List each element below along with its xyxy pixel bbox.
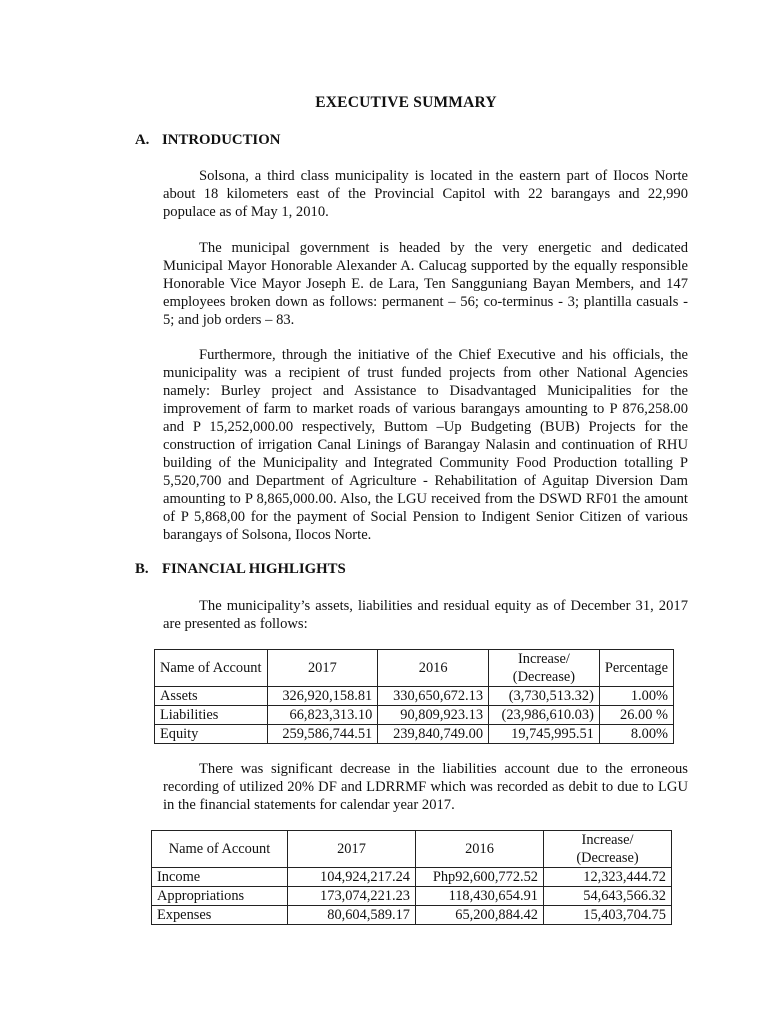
table-cell: 65,200,884.42 [416,906,544,925]
table-header-cell: Percentage [599,650,673,687]
table-cell: Appropriations [152,887,288,906]
table-cell: 326,920,158.81 [267,687,378,706]
table-header-cell: 2016 [378,650,489,687]
intro-paragraph-2: The municipal government is headed by the very energetic and dedicated Municipal Mayor Honorable Alexander A. Calucag supported by the equally responsible Honorable Vice Mayor Joseph E. de Lara, Ten Sangguniang Bayan Members, and 147 employees broken down as follows: permanent – 56; co-terminus - 3; plantilla casuals - 5; and job orders – 83. [163,240,688,328]
table-row [152,868,672,887]
table-header-cell: 2016 [416,831,544,868]
table-cell: Php92,600,772.52 [416,868,544,887]
table-cell: Income [152,868,288,887]
intro-paragraph-1: Solsona, a third class municipality is located in the eastern part of Ilocos Norte about 18 kilometers east of the Provincial Capitol with 22 barangays and 22,990 populace as of May 1, 2010. [163,168,688,220]
table-cell: Equity [155,725,268,744]
table-row [152,887,672,906]
table-cell: 104,924,217.24 [288,868,416,887]
page-title: EXECUTIVE SUMMARY [315,94,497,111]
table-cell: 330,650,672.13 [378,687,489,706]
liabilities-note-paragraph: There was significant decrease in the liabilities account due to the erroneous recording of utilized 20% DF and LDRRMF which was recorded as debit to due to LGU in the financial statements for calendar year 2017. [163,761,688,813]
section-b-letter: B. [135,561,149,577]
table-cell: 90,809,923.13 [378,706,489,725]
table-row [152,906,672,925]
table-cell: Liabilities [155,706,268,725]
section-a-title: INTRODUCTION [162,132,281,148]
table-cell: 259,586,744.51 [267,725,378,744]
table-header-cell: Name of Account [155,650,268,687]
table-cell: 66,823,313.10 [267,706,378,725]
section-b-title: FINANCIAL HIGHLIGHTS [162,561,346,577]
table-row [155,687,674,706]
table-cell: 15,403,704.75 [544,906,672,925]
table-cell: 26.00 % [599,706,673,725]
table-header-cell: Increase/ (Decrease) [544,831,672,868]
financial-intro-paragraph: The municipality’s assets, liabilities and residual equity as of December 31, 2017 are presented as follows: [163,598,688,632]
table-cell: 19,745,995.51 [489,725,600,744]
table-cell: Expenses [152,906,288,925]
table-cell: 8.00% [599,725,673,744]
table-header-cell: 2017 [288,831,416,868]
table-header-cell: 2017 [267,650,378,687]
intro-paragraph-3: Furthermore, through the initiative of the Chief Executive and his officials, the municipality was a recipient of trust funded projects from other National Agencies namely: Burley project and Assistance to Disadvantaged Municipalities for the improvement of farm to market roads of various barangays amounting to P 876,258.00 and P 15,252,000.00 respectively, Buttom –Up Budgeting (BUB) Projects for the construction of irrigation Canal Linings of Barangay Nalasin and continuation of RHU building of the Municipality and Integrated Community Food Production totalling P 5,520,700 and Department of Agriculture - Rehabilitation of Aguitap Diversion Dam amounting to P 8,865,000.00. Also, the LGU received from the DSWD RF01 the amount of P 5,868,00 for the payment of Social Pension to Indigent Senior Citizen of various barangays of Solsona, Ilocos Norte. [163,347,688,543]
table-cell: 239,840,749.00 [378,725,489,744]
table-cell: 12,323,444.72 [544,868,672,887]
table-row [155,725,674,744]
table-cell: 80,604,589.17 [288,906,416,925]
section-a-heading [135,132,280,149]
section-a-letter: A. [135,132,150,148]
table-header-cell: Increase/ (Decrease) [489,650,600,687]
table-cell: 54,643,566.32 [544,887,672,906]
table-cell: Assets [155,687,268,706]
table-row [155,706,674,725]
table-header-row [155,650,674,687]
table-cell: (3,730,513.32) [489,687,600,706]
income-expense-table [151,830,672,925]
table-cell: (23,986,610.03) [489,706,600,725]
table-cell: 173,074,221.23 [288,887,416,906]
table-cell: 1.00% [599,687,673,706]
table-cell: 118,430,654.91 [416,887,544,906]
section-b-heading [135,561,346,578]
balance-table [154,649,674,744]
table-header-row [152,831,672,868]
table-header-cell: Name of Account [152,831,288,868]
